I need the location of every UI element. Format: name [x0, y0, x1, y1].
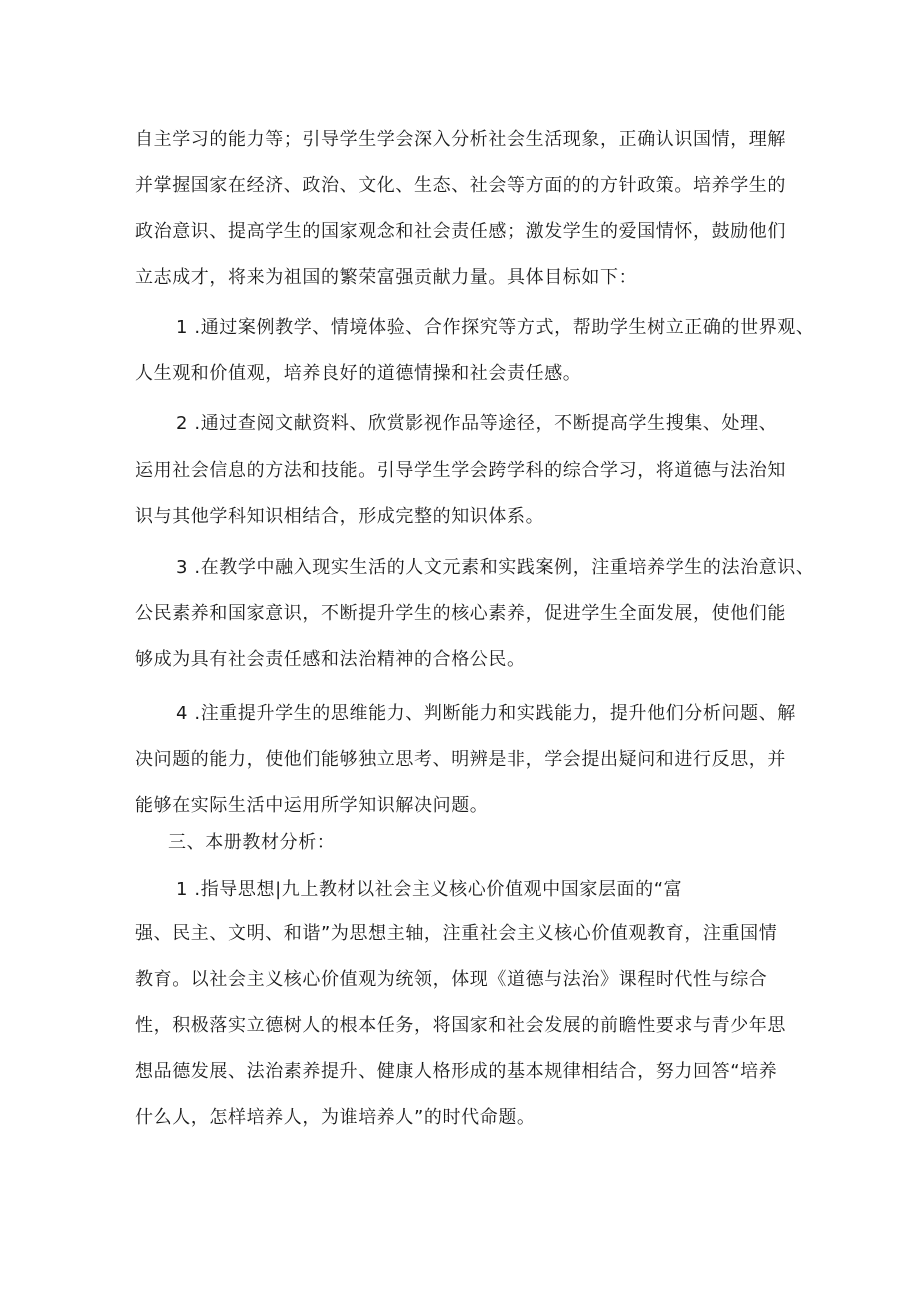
goal-item-1-line-2: 人生观和价值观，培养良好的道德情操和社会责任感。 — [135, 363, 582, 384]
analysis-line-3: 教育。以社会主义核心价值观为统领，体现《道德与法治》课程时代性与综合 — [135, 969, 768, 990]
text-line: 并掌握国家在经济、政治、文化、生态、社会等方面的的方针政策。培养学生的 — [135, 175, 786, 196]
analysis-line-2: 强、民主、文明、和谐”为思想主轴，注重社会主义核心价值观教育，注重国情 — [135, 923, 778, 944]
analysis-line-5: 想品德发展、法治素养提升、健康人格形成的基本规律相结合，努力回答“培养 — [135, 1061, 778, 1082]
section-heading: 三、本册教材分析： — [168, 832, 336, 853]
goal-item-2-line-2: 运用社会信息的方法和技能。引导学生学会跨学科的综合学习，将道德与法治知 — [135, 460, 786, 481]
goal-item-1-line-1: 1 .通过案例教学、情境体验、合作探究等方式，帮助学生树立正确的世界观、 — [176, 317, 815, 338]
text-line: 政治意识、提高学生的国家观念和社会责任感；激发学生的爱国情怀，鼓励他们 — [135, 221, 786, 242]
goal-item-2-line-1: 2 .通过查阅文献资料、欣赏影视作品等途径，不断提高学生搜集、处理、 — [176, 413, 778, 434]
goal-item-3-line-3: 够成为具有社会责任感和法治精神的合格公民。 — [135, 649, 526, 670]
goal-item-2-line-3: 识与其他学科知识相结合，形成完整的知识体系。 — [135, 506, 545, 527]
text-line: 立志成才，将来为祖国的繁荣富强贡献力量。具体目标如下： — [135, 267, 638, 288]
analysis-line-6: 什么人，怎样培养人，为谁培养人”的时代命题。 — [135, 1107, 536, 1128]
analysis-line-4: 性，积极落实立德树人的根本任务，将国家和社会发展的前瞻性要求与青少年思 — [135, 1015, 786, 1036]
goal-item-3-line-2: 公民素养和国家意识，不断提升学生的核心素养，促进学生全面发展，使他们能 — [135, 603, 786, 624]
goal-item-4-line-2: 决问题的能力，使他们能够独立思考、明辨是非，学会提出疑问和进行反思，并 — [135, 749, 786, 770]
goal-item-4-line-3: 能够在实际生活中运用所学知识解决问题。 — [135, 795, 489, 816]
text-line: 自主学习的能力等；引导学生学会深入分析社会生活现象，正确认识国情，理解 — [135, 129, 786, 150]
analysis-line-1: 1 .指导思想|九上教材以社会主义核心价值观中国家层面的“富 — [176, 879, 683, 900]
goal-item-3-line-1: 3 .在教学中融入现实生活的人文元素和实践案例，注重培养学生的法治意识、 — [176, 557, 815, 578]
goal-item-4-line-1: 4 .注重提升学生的思维能力、判断能力和实践能力，提升他们分析问题、解 — [176, 703, 796, 724]
